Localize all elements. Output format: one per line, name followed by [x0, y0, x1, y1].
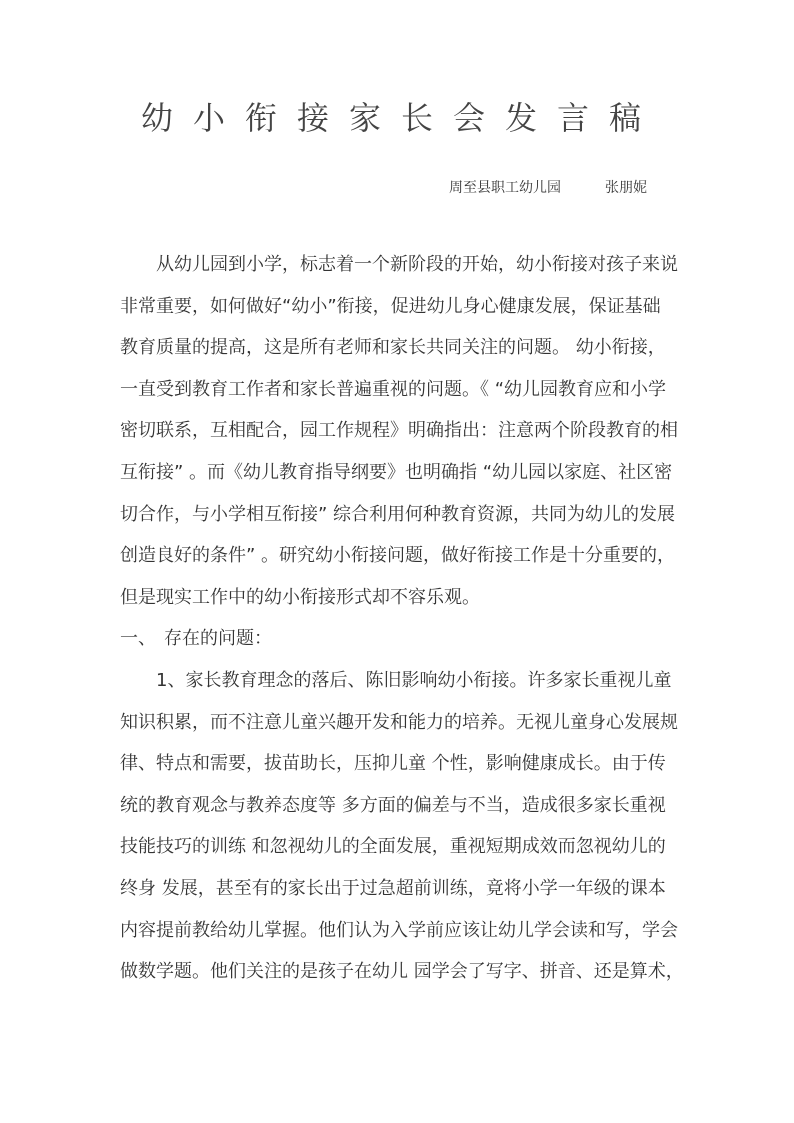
paragraph-issue-1: [120, 660, 684, 993]
paragraph-line: 教育质量的提高，这是所有老师和家长共同关注的问题。 幼小衔接，: [120, 337, 666, 359]
paragraph-line: 做数学题。他们关注的是孩子在幼儿 园学会了写字、拼音、还是算术，: [120, 961, 684, 983]
paragraph-line: 创造良好的条件” 。研究幼小衔接问题，做好衔接工作是十分重要的，: [120, 545, 676, 567]
paragraph-line: 1、家长教育理念的落后、陈旧影响幼小衔接。许多家长重视儿童: [156, 669, 672, 691]
byline-organization: 周至县职工幼儿园: [449, 180, 561, 196]
paragraph-line: 但是现实工作中的幼小衔接形式却不容乐观。: [120, 586, 480, 608]
paragraph-intro: [120, 244, 680, 618]
paragraph-line: 终身 发展，甚至有的家长出于过急超前训练，竟将小学一年级的课本: [120, 877, 666, 899]
paragraph-line: 统的教育观念与教养态度等 多方面的偏差与不当，造成很多家长重视: [120, 794, 666, 816]
paragraph-line: 技能技巧的训练 和忽视幼儿的全面发展，重视短期成效而忽视幼儿的: [120, 836, 666, 858]
paragraph-line: 非常重要，如何做好“幼小”衔接，促进幼儿身心健康发展，保证基础: [120, 295, 661, 317]
paragraph-line: 律、特点和需要，拔苗助长，压抑儿童 个性，影响健康成长。由于传: [120, 753, 666, 775]
paragraph-line: 知识积累，而不注意儿童兴趣开发和能力的培养。无视儿童身心发展规: [120, 711, 678, 733]
section-title: 存在的问题：: [164, 628, 272, 650]
paragraph-line: 内容提前教给幼儿掌握。他们认为入学前应该让幼儿学会读和写，学会: [120, 919, 678, 941]
paragraph-line: 一直受到教育工作者和家长普遍重视的问题。《 “幼儿园教育应和小学: [120, 378, 667, 400]
paragraph-line: 从幼儿园到小学，标志着一个新阶段的开始，幼小衔接对孩子来说: [156, 254, 678, 275]
paragraph-line: 密切联系，互相配合，园工作规程》明确指出：注意两个阶段教育的相: [120, 420, 678, 442]
body-text: [120, 244, 684, 993]
document-title: 幼小衔接家长会发言稿: [140, 99, 661, 137]
byline: [449, 178, 647, 198]
section-number: 一、: [120, 628, 156, 650]
paragraph-line: 切合作，与小学相互衔接” 综合利用何种教育资源，共同为幼儿的发展: [120, 503, 676, 525]
paragraph-line: 互衔接” 。而《幼儿教育指导纲要》也明确指 “幼儿园以家庭、社区密: [120, 461, 673, 483]
byline-author: 张朋妮: [605, 180, 647, 196]
section-heading: [120, 618, 680, 660]
